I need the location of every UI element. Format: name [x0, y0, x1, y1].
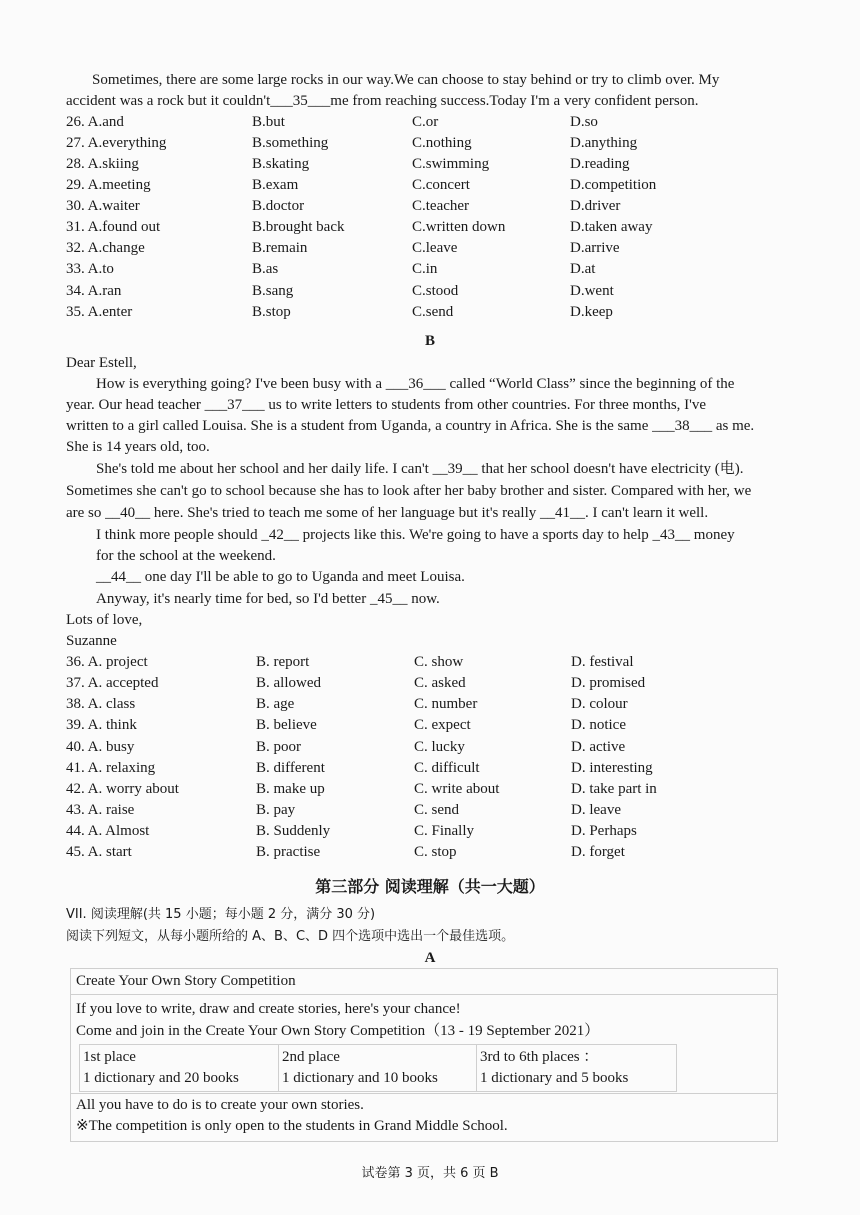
letter-line: for the school at the weekend. — [96, 548, 276, 564]
letter-signature: Suzanne — [66, 633, 117, 649]
prize-place: 3rd to 6th places ： — [480, 1049, 599, 1065]
letter-line: How is everything going? I've been busy with a ___36___ called “World Class” since the beginning of the — [96, 376, 735, 392]
option-choice: D.went — [570, 283, 614, 299]
option-choice: 41. A. relaxing — [66, 760, 156, 776]
option-choice: C.stood — [412, 283, 459, 299]
option-choice: B.as — [252, 261, 279, 277]
option-choice: D. colour — [571, 696, 628, 712]
option-choice: B. report — [256, 654, 310, 670]
prize-cell — [476, 1045, 677, 1091]
option-choice: B.remain — [252, 240, 308, 256]
option-choice: C.teacher — [412, 198, 470, 214]
option-choice: 26. A.and — [66, 114, 124, 130]
letter-line: written to a girl called Louisa. She is a student from Uganda, a country in Africa. She is the same ___38___ as me. — [66, 418, 755, 434]
page-footer: 试卷第 3 页，共 6 页 B — [361, 1166, 499, 1181]
option-choice: D.driver — [570, 198, 621, 214]
option-choice: C.in — [412, 261, 438, 277]
option-choice: D. promised — [571, 675, 646, 691]
letter-closing: Lots of love, — [66, 612, 143, 628]
option-choice: 37. A. accepted — [66, 675, 159, 691]
option-choice: 42. A. worry about — [66, 781, 179, 797]
option-choice: B.doctor — [252, 198, 305, 214]
option-choice: B.skating — [252, 156, 310, 172]
option-choice: B.sang — [252, 283, 294, 299]
competition-notice — [70, 968, 778, 1142]
option-choice: C. asked — [414, 675, 466, 691]
option-choice: C. number — [414, 696, 478, 712]
notice-line-1: If you love to write, draw and create stories, here's your chance! — [76, 1001, 461, 1017]
option-choice: 33. A.to — [66, 261, 114, 277]
option-choice: D. take part in — [571, 781, 657, 797]
option-choice: 36. A. project — [66, 654, 148, 670]
option-choice: 27. A.everything — [66, 135, 167, 151]
option-choice: B. practise — [256, 844, 321, 860]
option-choice: C. Finally — [414, 823, 475, 839]
option-choice: D. Perhaps — [571, 823, 637, 839]
option-choice: D. active — [571, 739, 626, 755]
option-choice: C.nothing — [412, 135, 472, 151]
letter-line: are so __40__ here. She's tried to teach me some of her language but it's really __41__. I can't learn it well. — [66, 505, 709, 521]
option-choice: D.so — [570, 114, 598, 130]
option-choice: C.or — [412, 114, 439, 130]
option-choice: C. lucky — [414, 739, 465, 755]
part3-title: 第三部分 阅读理解（共一大题） — [315, 877, 545, 896]
letter-greeting: Dear Estell, — [66, 355, 137, 371]
prize-cell — [278, 1045, 477, 1091]
option-choice: D.at — [570, 261, 596, 277]
prize-place: 2nd place — [282, 1049, 340, 1065]
prize-cell — [80, 1045, 278, 1091]
option-choice: C.send — [412, 304, 454, 320]
prize-table — [79, 1044, 677, 1092]
part3-subtitle: VII. 阅读理解(共 15 小题；每小题 2 分，满分 30 分) — [66, 907, 376, 922]
option-choice: B. make up — [256, 781, 325, 797]
option-choice: C. expect — [414, 717, 471, 733]
option-choice: C. difficult — [414, 760, 480, 776]
notice-title: Create Your Own Story Competition — [76, 973, 296, 989]
option-choice: C.written down — [412, 219, 506, 235]
prize-reward: 1 dictionary and 10 books — [282, 1070, 438, 1086]
option-choice: 40. A. busy — [66, 739, 135, 755]
option-choice: B.exam — [252, 177, 299, 193]
option-choice: C. send — [414, 802, 459, 818]
option-choice: 31. A.found out — [66, 219, 161, 235]
option-choice: D.reading — [570, 156, 630, 172]
option-choice: B. allowed — [256, 675, 321, 691]
option-choice: 35. A.enter — [66, 304, 133, 320]
option-choice: B. poor — [256, 739, 301, 755]
option-choice: C. write about — [414, 781, 500, 797]
option-choice: B.but — [252, 114, 285, 130]
option-choice: B. different — [256, 760, 325, 776]
option-choice: 38. A. class — [66, 696, 136, 712]
option-choice: B.stop — [252, 304, 291, 320]
prize-reward: 1 dictionary and 20 books — [83, 1070, 239, 1086]
option-choice: D. festival — [571, 654, 634, 670]
option-choice: 44. A. Almost — [66, 823, 150, 839]
option-choice: 29. A.meeting — [66, 177, 151, 193]
option-choice: D.arrive — [570, 240, 620, 256]
notice-line-4: ※The competition is only open to the students in Grand Middle School. — [76, 1118, 508, 1134]
option-choice: C.swimming — [412, 156, 490, 172]
section-b-heading: B — [424, 333, 435, 349]
option-choice: B. believe — [256, 717, 317, 733]
intro-line-2: accident was a rock but it couldn't___35___me from reaching success.Today I'm a very confident person. — [66, 93, 699, 109]
letter-line: She's told me about her school and her daily life. I can't __39__ that her school doesn't have electricity (电). — [96, 461, 744, 477]
letter-line: She is 14 years old, too. — [66, 439, 210, 455]
notice-line-2: Come and join in the Create Your Own Story Competition（13 - 19 September 2021） — [76, 1023, 600, 1039]
option-choice: 32. A.change — [66, 240, 145, 256]
option-choice: B.something — [252, 135, 329, 151]
option-choice: 34. A.ran — [66, 283, 122, 299]
notice-line-3: All you have to do is to create your own stories. — [76, 1097, 364, 1113]
option-choice: 30. A.waiter — [66, 198, 140, 214]
option-choice: 43. A. raise — [66, 802, 135, 818]
option-choice: D. interesting — [571, 760, 653, 776]
option-choice: B. pay — [256, 802, 296, 818]
option-choice: D. notice — [571, 717, 626, 733]
letter-line: Sometimes she can't go to school because she has to look after her baby brother and sister. Compared with her, we — [66, 483, 752, 499]
prize-place: 1st place — [83, 1049, 136, 1065]
prize-reward: 1 dictionary and 5 books — [480, 1070, 629, 1086]
letter-line: year. Our head teacher ___37___ us to write letters to students from other countries. For three months, I've — [66, 397, 707, 413]
option-choice: D.taken away — [570, 219, 653, 235]
option-choice: D.keep — [570, 304, 613, 320]
notice-divider — [71, 1093, 777, 1094]
intro-line-1: Sometimes, there are some large rocks in our way.We can choose to stay behind or try to climb over. My — [92, 72, 720, 88]
option-choice: C. stop — [414, 844, 457, 860]
letter-line: __44__ one day I'll be able to go to Uganda and meet Louisa. — [96, 569, 465, 585]
option-choice: B.brought back — [252, 219, 345, 235]
letter-line: Anyway, it's nearly time for bed, so I'd better _45__ now. — [96, 591, 440, 607]
part3-instruction: 阅读下列短文，从每小题所给的 A、B、C、D 四个选项中选出一个最佳选项。 — [66, 929, 515, 944]
option-choice: D.competition — [570, 177, 657, 193]
option-choice: D. forget — [571, 844, 625, 860]
passage-a-heading: A — [424, 950, 436, 966]
option-choice: 39. A. think — [66, 717, 137, 733]
option-choice: 28. A.skiing — [66, 156, 139, 172]
letter-line: I think more people should _42__ projects like this. We're going to have a sports day to help _43__ money — [96, 527, 735, 543]
option-choice: C.leave — [412, 240, 458, 256]
option-choice: D. leave — [571, 802, 621, 818]
option-choice: C.concert — [412, 177, 470, 193]
notice-divider — [71, 994, 777, 995]
option-choice: B. Suddenly — [256, 823, 331, 839]
option-choice: D.anything — [570, 135, 638, 151]
option-choice: 45. A. start — [66, 844, 132, 860]
option-choice: C. show — [414, 654, 464, 670]
option-choice: B. age — [256, 696, 295, 712]
